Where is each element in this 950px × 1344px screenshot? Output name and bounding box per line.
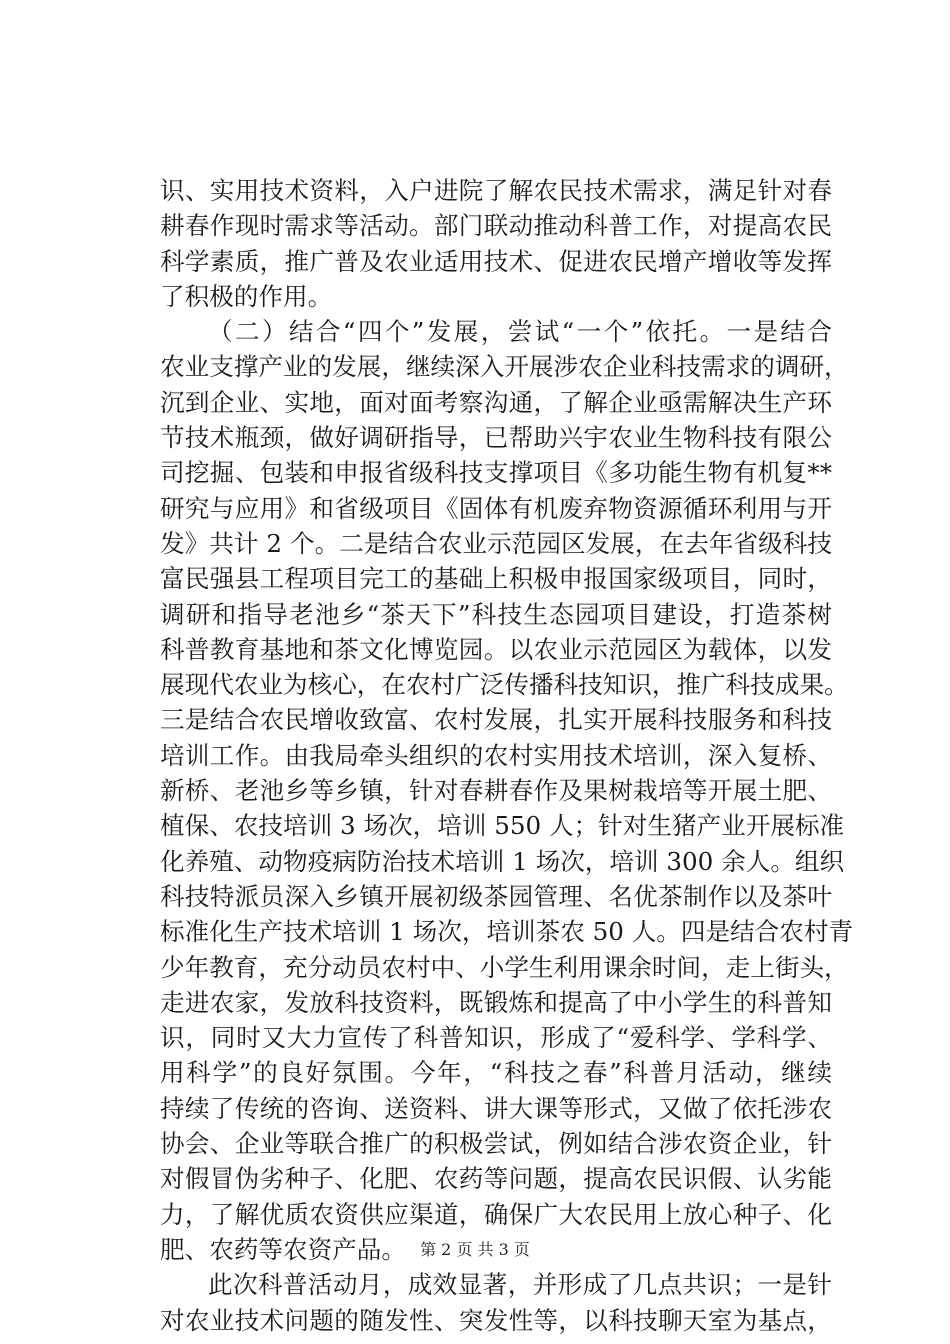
text-line: 培训工作。由我局牵头组织的农村实用技术培训，深入复桥、 — [160, 740, 832, 770]
text-line: 了积极的作用。 — [160, 281, 333, 311]
text-line: 研究与应用》和省级项目《固体有机废弃物资源循环利用与开 — [160, 493, 832, 523]
text-line: 耕春作现时需求等活动。部门联动推动科普工作，对提高农民 — [160, 211, 832, 241]
text-line: 持续了传统的咨询、送资料、讲大课等形式，又做了依托涉农 — [160, 1093, 832, 1123]
text-line: 富民强县工程项目完工的基础上积极申报国家级项目，同时， — [160, 564, 832, 594]
text-line: 节技术瓶颈，做好调研指导，已帮助兴宇农业生物科技有限公 — [160, 423, 832, 453]
text-line: 识，同时又大力宣传了科普知识，形成了“爱科学、学科学、 — [160, 1023, 832, 1053]
text-line: （二）结合“四个”发展，尝试“一个”依托。一是结合 — [208, 317, 832, 347]
text-line: 植保、农技培训 3 场次，培训 550 人；针对生猪产业开展标准 — [160, 811, 845, 841]
text-line: 化养殖、动物疫病防治技术培训 1 场次，培训 300 余人。组织 — [160, 846, 845, 876]
text-line: 农业支撑产业的发展，继续深入开展涉农企业科技需求的调研， — [160, 352, 849, 382]
text-line: 少年教育，充分动员农村中、小学生利用课余时间，走上街头， — [160, 952, 849, 982]
text-line: 此次科普活动月，成效显著，并形成了几点共识；一是针 — [208, 1270, 832, 1300]
text-line: 科技特派员深入乡镇开展初级茶园管理、名优茶制作以及茶叶 — [160, 881, 832, 911]
text-line: 新桥、老池乡等乡镇，针对春耕春作及果树栽培等开展土肥、 — [160, 776, 832, 806]
text-line: 走进农家，发放科技资料，既锻炼和提高了中小学生的科普知 — [160, 987, 832, 1017]
text-line: 科学素质，推广普及农业适用技术、促进农民增产增收等发挥 — [160, 246, 832, 276]
text-line: 沉到企业、实地，面对面考察沟通，了解企业亟需解决生产环 — [160, 387, 832, 417]
text-line: 识、实用技术资料，入户进院了解农民技术需求，满足针对春 — [160, 176, 832, 205]
page-footer: 第 2 页 共 3 页 — [420, 1240, 530, 1259]
text-line: 力，了解优质农资供应渠道，确保广大农民用上放心种子、化 — [160, 1199, 832, 1229]
text-line: 展现代农业为核心，在农村广泛传播科技知识，推广科技成果。 — [160, 670, 849, 700]
text-line: 司挖掘、包装和申报省级科技支撑项目《多功能生物有机复** — [160, 458, 832, 488]
text-line: 发》共计 2 个。二是结合农业示范园区发展，在去年省级科技 — [160, 528, 832, 558]
text-line: 协会、企业等联合推广的积极尝试，例如结合涉农资企业，针 — [160, 1129, 832, 1159]
text-line: 标准化生产技术培训 1 场次，培训茶农 50 人。四是结合农村青 — [160, 917, 854, 947]
text-line: 调研和指导老池乡“茶天下”科技生态园项目建设，打造茶树 — [160, 599, 832, 629]
text-line: 对农业技术问题的随发性、突发性等，以科技聊天室为基点， — [160, 1305, 832, 1335]
body-text — [160, 173, 854, 1338]
text-line: 三是结合农民增收致富、农村发展，扎实开展科技服务和科技 — [160, 705, 832, 735]
text-line: 对假冒伪劣种子、化肥、农药等问题，提高农民识假、认劣能 — [160, 1164, 832, 1194]
text-line: 肥、农药等农资产品。 — [160, 1234, 406, 1264]
text-line: 用科学”的良好氛围。今年，“科技之春”科普月活动，继续 — [160, 1058, 832, 1088]
text-line: 科普教育基地和茶文化博览园。以农业示范园区为载体，以发 — [160, 634, 832, 664]
